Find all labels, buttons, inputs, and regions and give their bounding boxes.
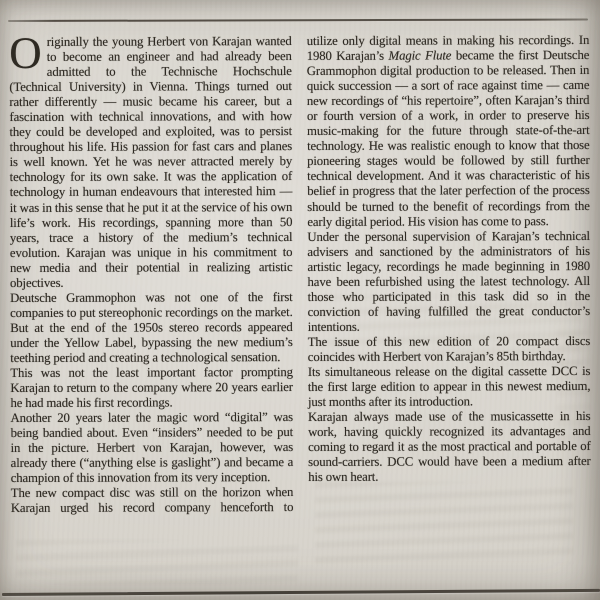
paragraph xyxy=(308,409,591,485)
top-rule xyxy=(8,18,588,22)
dropcap-letter: O xyxy=(9,27,42,79)
text-run: Under the personal supervision of Karajan’s technical advisers and sanctioned by the administrators of his artistic legacy, recordings he made beginning in 1980 have been refurbished using the latest technology. All those who participated in this task did so in the conviction of having fulfilled the great conductor’s intentions. xyxy=(307,228,591,334)
text-run: The issue of this new edition of 20 compact discs coincides with Herbert von Karajan’s 85th birthday. xyxy=(307,333,591,364)
paragraph xyxy=(10,290,293,366)
paragraph xyxy=(10,410,293,486)
text-run: Another 20 years later the magic word “digital” was being bandied about. Even “insiders” needed to be put in the picture. Herbert von Karajan, however, was already there (“anything else is gaslight”) and became a champion of this innovation from its very inception. xyxy=(10,410,294,486)
paragraph xyxy=(308,364,591,410)
left-column xyxy=(9,27,294,516)
bleedthrough-smudge xyxy=(16,540,298,584)
text-run: Karajan always made use of the musicassette in his work, having quickly recognized its advantages and coming to regard it as the most practical and portable of sound-carriers. DCC would have been a medium after his own heart. xyxy=(307,409,591,485)
paragraph xyxy=(307,33,590,230)
bottom-rule xyxy=(2,589,600,596)
text-run: Deutsche Grammophon was not one of the first companies to put stereophonic recordings on the market. But at the end of the 1950s stereo records appeared under the Yellow Label, bypassing the new medium’s teething period and creating a technological sensation. xyxy=(10,289,293,365)
text-run: This was not the least important factor prompting Karajan to return to the company where 20 years earlier he had made his first recordings. xyxy=(10,365,293,411)
paragraph xyxy=(11,485,294,516)
text-run: Its simultaneous release on the digital cassette DCC is the first large edition to appear in this newest medium, just months after its introduction. xyxy=(307,364,591,410)
italic-work-title: Magic Flute xyxy=(388,48,452,63)
paragraph xyxy=(307,229,590,335)
text-run: riginally the young Herbert von Karajan wanted to become an engineer and had already been admitted to the Technische Hochschule (Technical University) in Vienna. Things turned out rather differently — music became his career, but a fascination with technical innovations, and with how they could be developed and exploited, was to persist throughout his life. His passion for fast cars and planes is well known. Yet he was never attracted merely by technology for its own sake. It was the application of technology in human endeavours that interested him — it was in this sense that he put it at the service of his own life’s work. His recordings, spanning more than 50 years, trace a history of the medium’s technical evolution. Karajan was unique in his commitment to new media and their potential in realizing artistic objectives. xyxy=(9,34,293,290)
text-run: The new compact disc was still on the horizon when Karajan urged his record company henceforth to xyxy=(10,485,294,516)
paragraph xyxy=(308,334,591,365)
right-column xyxy=(307,33,591,515)
text-content xyxy=(9,27,591,517)
text-run: utilize only digital means in making his recordings. In 1980 Karajan’s xyxy=(306,32,590,64)
paragraph xyxy=(10,365,293,411)
paragraph xyxy=(9,27,293,291)
text-run: became the first Deutsche Grammophon digital production to be released. Then in quick succession — a sort of race against time — came new recordings of “his repertoire”, often Karajan’s third or fourth version of a work, in order to preserve his music-making for the future through state-of-the-art technology. He was realistic enough to know that those pioneering stages would be followed by still further technical development. And it was characteristic of his belief in progress that the later perfection of the process should be turned to the benefit of recordings from the early digital period. His vision has come to pass. xyxy=(306,48,590,229)
